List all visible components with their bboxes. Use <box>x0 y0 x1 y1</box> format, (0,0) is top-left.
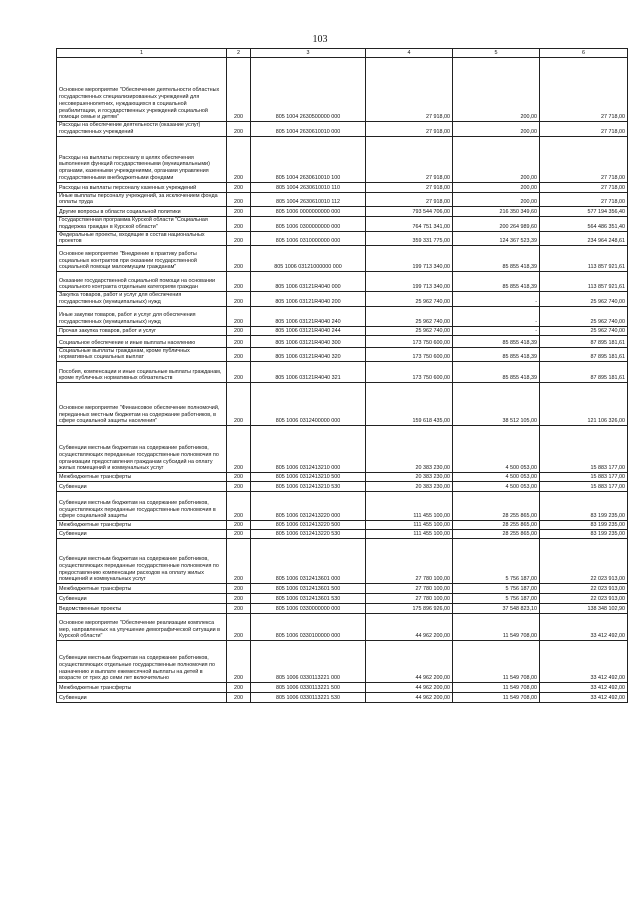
row-classification-cell: 805 1006 0312413601 530 <box>251 594 366 604</box>
row-approved-amount-cell: 199 713 340,00 <box>366 246 453 272</box>
row-unexecuted-amount-cell: 33 412 492,00 <box>540 683 628 693</box>
row-classification-cell: 805 1004 2630610010 000 <box>251 122 366 137</box>
row-executed-amount-cell: 37 548 823,10 <box>453 604 540 614</box>
row-approved-amount-cell: 27 918,00 <box>366 192 453 207</box>
table-row <box>57 122 628 137</box>
row-classification-cell: 805 1006 0312413220 500 <box>251 521 366 530</box>
row-approved-amount-cell: 764 751 341,00 <box>366 217 453 232</box>
row-executed-amount-cell: 200,00 <box>453 58 540 122</box>
row-approved-amount-cell: 111 455 100,00 <box>366 530 453 539</box>
row-classification-cell: 805 1004 2630610010 112 <box>251 192 366 207</box>
row-unexecuted-amount-cell: 113 857 921,61 <box>540 272 628 292</box>
row-code-cell: 200 <box>227 217 251 232</box>
page-number: 103 <box>312 34 328 45</box>
column-header-3: 3 <box>251 49 366 58</box>
table-row <box>57 521 628 530</box>
row-classification-cell: 805 1006 0312413601 000 <box>251 539 366 584</box>
table-row <box>57 693 628 703</box>
row-unexecuted-amount-cell: 27 718,00 <box>540 58 628 122</box>
table-row <box>57 347 628 362</box>
table-row <box>57 584 628 594</box>
row-classification-cell: 805 1006 03121R4040 240 <box>251 306 366 326</box>
row-classification-cell: 805 1006 0000000000 000 <box>251 207 366 217</box>
row-unexecuted-amount-cell: 27 718,00 <box>540 122 628 137</box>
row-approved-amount-cell: 44 962 200,00 <box>366 693 453 703</box>
row-executed-amount-cell: 28 255 865,00 <box>453 521 540 530</box>
row-name-cell: Субвенции <box>57 482 227 492</box>
row-name-cell: Федеральные проекты, входящие в состав национальных проектов <box>57 231 227 246</box>
table-row <box>57 530 628 539</box>
row-name-cell: Основное мероприятие "Внедрение в практику работы социальных контрактов при оказании государственной социальной помощи малоимущим гражданам" <box>57 246 227 272</box>
row-approved-amount-cell: 27 780 100,00 <box>366 539 453 584</box>
row-unexecuted-amount-cell: 138 348 102,90 <box>540 604 628 614</box>
row-executed-amount-cell: 11 549 708,00 <box>453 641 540 683</box>
table-row <box>57 246 628 272</box>
row-classification-cell: 805 1006 0310000000 000 <box>251 231 366 246</box>
row-name-cell: Иные выплаты персоналу учреждений, за исключением фонда оплаты труда <box>57 192 227 207</box>
table-row <box>57 539 628 584</box>
row-unexecuted-amount-cell: 87 895 181,61 <box>540 347 628 362</box>
row-approved-amount-cell: 111 455 100,00 <box>366 521 453 530</box>
row-executed-amount-cell: 124 367 523,39 <box>453 231 540 246</box>
row-unexecuted-amount-cell: 113 857 921,61 <box>540 246 628 272</box>
row-approved-amount-cell: 173 750 600,00 <box>366 335 453 347</box>
row-classification-cell: 805 1006 0312400000 000 <box>251 383 366 426</box>
row-classification-cell: 805 1006 03121R4040 320 <box>251 347 366 362</box>
row-executed-amount-cell: 200 264 989,60 <box>453 217 540 232</box>
column-header-5: 5 <box>453 49 540 58</box>
row-executed-amount-cell: 11 549 708,00 <box>453 693 540 703</box>
row-code-cell: 200 <box>227 426 251 473</box>
column-header-4: 4 <box>366 49 453 58</box>
column-header-1: 1 <box>57 49 227 58</box>
row-name-cell: Субвенции местным бюджетам на содержание работников, осуществляющих переданные государственные полномочия по организации предоставления гражданам субсидий на оплату жилых помещений и коммунальных услуг <box>57 426 227 473</box>
row-unexecuted-amount-cell: 121 106 326,00 <box>540 383 628 426</box>
row-executed-amount-cell: 5 756 187,00 <box>453 584 540 594</box>
row-code-cell: 200 <box>227 594 251 604</box>
row-approved-amount-cell: 25 962 740,00 <box>366 306 453 326</box>
table-row <box>57 604 628 614</box>
table-row <box>57 641 628 683</box>
row-name-cell: Межбюджетные трансферты <box>57 473 227 482</box>
row-executed-amount-cell: 85 855 418,39 <box>453 362 540 383</box>
row-code-cell: 200 <box>227 326 251 335</box>
table-row <box>57 473 628 482</box>
row-code-cell: 200 <box>227 122 251 137</box>
row-code-cell: 200 <box>227 272 251 292</box>
row-classification-cell: 805 1006 0312413210 500 <box>251 473 366 482</box>
row-name-cell: Расходы на обеспечение деятельности (оказание услуг) государственных учреждений <box>57 122 227 137</box>
row-code-cell: 200 <box>227 383 251 426</box>
row-approved-amount-cell: 173 750 600,00 <box>366 347 453 362</box>
row-code-cell: 200 <box>227 539 251 584</box>
row-unexecuted-amount-cell: 27 718,00 <box>540 136 628 182</box>
row-name-cell: Государственная программа Курской области "Социальная поддержка граждан в Курской области" <box>57 217 227 232</box>
row-executed-amount-cell: 11 549 708,00 <box>453 683 540 693</box>
row-executed-amount-cell: 200,00 <box>453 182 540 192</box>
row-unexecuted-amount-cell: 33 412 492,00 <box>540 641 628 683</box>
row-unexecuted-amount-cell: 83 199 235,00 <box>540 521 628 530</box>
row-name-cell: Межбюджетные трансферты <box>57 584 227 594</box>
row-name-cell: Основное мероприятие "Финансовое обеспечение полномочий, переданных местным бюджетам на содержание работников, в сфере социальной защиты населения" <box>57 383 227 426</box>
row-approved-amount-cell: 27 918,00 <box>366 182 453 192</box>
row-approved-amount-cell: 175 896 926,00 <box>366 604 453 614</box>
row-approved-amount-cell: 25 962 740,00 <box>366 292 453 307</box>
row-unexecuted-amount-cell: 27 718,00 <box>540 182 628 192</box>
row-unexecuted-amount-cell: 83 199 235,00 <box>540 492 628 521</box>
row-executed-amount-cell: 5 756 187,00 <box>453 594 540 604</box>
row-approved-amount-cell: 20 383 230,00 <box>366 426 453 473</box>
row-code-cell: 200 <box>227 347 251 362</box>
row-code-cell: 200 <box>227 192 251 207</box>
row-name-cell: Межбюджетные трансферты <box>57 521 227 530</box>
row-executed-amount-cell: 4 500 053,00 <box>453 426 540 473</box>
row-code-cell: 200 <box>227 584 251 594</box>
row-name-cell: Субвенции местным бюджетам на содержание работников, осуществляющих переданные государственные полномочия по предоставлению компенсации расходов на оплату жилых помещений и коммунальных услуг <box>57 539 227 584</box>
row-classification-cell: 805 1004 2630610010 110 <box>251 182 366 192</box>
row-executed-amount-cell: 200,00 <box>453 122 540 137</box>
row-classification-cell: 805 1006 03121R4040 000 <box>251 272 366 292</box>
row-code-cell: 200 <box>227 530 251 539</box>
row-approved-amount-cell: 27 780 100,00 <box>366 584 453 594</box>
row-approved-amount-cell: 20 383 230,00 <box>366 473 453 482</box>
row-approved-amount-cell: 27 918,00 <box>366 122 453 137</box>
row-unexecuted-amount-cell: 25 962 740,00 <box>540 292 628 307</box>
row-executed-amount-cell: 28 255 865,00 <box>453 530 540 539</box>
row-unexecuted-amount-cell: 25 962 740,00 <box>540 326 628 335</box>
row-unexecuted-amount-cell: 15 883 177,00 <box>540 482 628 492</box>
row-name-cell: Иные закупки товаров, работ и услуг для обеспечения государственных (муниципальных) нужд <box>57 306 227 326</box>
row-code-cell: 200 <box>227 614 251 641</box>
row-executed-amount-cell: 5 756 187,00 <box>453 539 540 584</box>
table-row <box>57 326 628 335</box>
row-code-cell: 200 <box>227 182 251 192</box>
row-classification-cell: 805 1004 2630500000 000 <box>251 58 366 122</box>
row-name-cell: Субвенции <box>57 594 227 604</box>
row-approved-amount-cell: 173 750 600,00 <box>366 362 453 383</box>
column-header-6: 6 <box>540 49 628 58</box>
row-approved-amount-cell: 793 544 706,00 <box>366 207 453 217</box>
row-code-cell: 200 <box>227 362 251 383</box>
row-code-cell: 200 <box>227 683 251 693</box>
row-classification-cell: 805 1004 2630610010 100 <box>251 136 366 182</box>
row-unexecuted-amount-cell: 33 412 492,00 <box>540 693 628 703</box>
table-row <box>57 306 628 326</box>
table-row <box>57 426 628 473</box>
row-executed-amount-cell: 200,00 <box>453 136 540 182</box>
row-approved-amount-cell: 27 918,00 <box>366 58 453 122</box>
row-executed-amount-cell: 85 855 418,39 <box>453 335 540 347</box>
row-name-cell: Межбюджетные трансферты <box>57 683 227 693</box>
table-row <box>57 362 628 383</box>
row-name-cell: Оказание государственной социальной помощи на основании социального контракта отдельным категориям граждан <box>57 272 227 292</box>
row-name-cell: Основное мероприятие "Обеспечение реализации комплекса мер, направленных на улучшение демографической ситуации в Курской области" <box>57 614 227 641</box>
row-executed-amount-cell: 216 350 349,60 <box>453 207 540 217</box>
row-code-cell: 200 <box>227 482 251 492</box>
row-unexecuted-amount-cell: 22 023 913,00 <box>540 539 628 584</box>
row-executed-amount-cell: 85 855 418,39 <box>453 272 540 292</box>
table-row <box>57 192 628 207</box>
row-classification-cell: 805 1006 0300000000 000 <box>251 217 366 232</box>
row-name-cell: Ведомственные проекты <box>57 604 227 614</box>
row-executed-amount-cell: - <box>453 292 540 307</box>
row-name-cell: Прочая закупка товаров, работ и услуг <box>57 326 227 335</box>
row-name-cell: Социальные выплаты гражданам, кроме публичных нормативных социальных выплат <box>57 347 227 362</box>
table-body <box>57 58 628 703</box>
row-executed-amount-cell: 11 549 708,00 <box>453 614 540 641</box>
row-name-cell: Пособия, компенсации и иные социальные выплаты гражданам, кроме публичных нормативных обязательств <box>57 362 227 383</box>
row-unexecuted-amount-cell: 22 023 913,00 <box>540 594 628 604</box>
row-code-cell: 200 <box>227 521 251 530</box>
row-classification-cell: 805 1006 03121R4040 200 <box>251 292 366 307</box>
table-row <box>57 292 628 307</box>
row-executed-amount-cell: 85 855 418,39 <box>453 347 540 362</box>
row-executed-amount-cell: 28 255 865,00 <box>453 492 540 521</box>
table-row <box>57 231 628 246</box>
table-row <box>57 335 628 347</box>
row-code-cell: 200 <box>227 231 251 246</box>
row-executed-amount-cell: - <box>453 306 540 326</box>
table-row <box>57 217 628 232</box>
row-unexecuted-amount-cell: 22 023 913,00 <box>540 584 628 594</box>
row-unexecuted-amount-cell: 27 718,00 <box>540 192 628 207</box>
header-row <box>57 49 628 58</box>
table-row <box>57 594 628 604</box>
row-executed-amount-cell: 85 855 418,39 <box>453 246 540 272</box>
row-approved-amount-cell: 159 618 435,00 <box>366 383 453 426</box>
table-row <box>57 272 628 292</box>
row-classification-cell: 805 1006 03121R4040 321 <box>251 362 366 383</box>
row-unexecuted-amount-cell: 564 486 351,40 <box>540 217 628 232</box>
row-unexecuted-amount-cell: 87 895 181,61 <box>540 335 628 347</box>
row-code-cell: 200 <box>227 207 251 217</box>
row-unexecuted-amount-cell: 15 883 177,00 <box>540 473 628 482</box>
row-classification-cell: 805 1006 0312413220 000 <box>251 492 366 521</box>
row-classification-cell: 805 1006 03121R4040 300 <box>251 335 366 347</box>
row-executed-amount-cell: 38 512 105,00 <box>453 383 540 426</box>
row-name-cell: Закупка товаров, работ и услуг для обеспечения государственных (муниципальных) нужд <box>57 292 227 307</box>
row-code-cell: 200 <box>227 641 251 683</box>
row-code-cell: 200 <box>227 136 251 182</box>
row-code-cell: 200 <box>227 604 251 614</box>
row-classification-cell: 805 1006 0312413210 000 <box>251 426 366 473</box>
row-approved-amount-cell: 25 962 740,00 <box>366 326 453 335</box>
row-executed-amount-cell: 4 500 053,00 <box>453 482 540 492</box>
row-name-cell: Субвенции <box>57 530 227 539</box>
table-row <box>57 492 628 521</box>
table-row <box>57 383 628 426</box>
row-approved-amount-cell: 111 455 100,00 <box>366 492 453 521</box>
row-approved-amount-cell: 44 962 200,00 <box>366 614 453 641</box>
budget-table <box>56 48 628 703</box>
row-classification-cell: 805 1006 0330113221 530 <box>251 693 366 703</box>
row-approved-amount-cell: 199 713 340,00 <box>366 272 453 292</box>
row-unexecuted-amount-cell: 83 199 235,00 <box>540 530 628 539</box>
row-classification-cell: 805 1006 03121R4040 244 <box>251 326 366 335</box>
row-classification-cell: 805 1006 03121000000 000 <box>251 246 366 272</box>
row-code-cell: 200 <box>227 246 251 272</box>
table-row <box>57 614 628 641</box>
table-row <box>57 482 628 492</box>
row-unexecuted-amount-cell: 234 964 248,61 <box>540 231 628 246</box>
row-executed-amount-cell: 4 500 053,00 <box>453 473 540 482</box>
row-code-cell: 200 <box>227 693 251 703</box>
row-executed-amount-cell: - <box>453 326 540 335</box>
table-row <box>57 683 628 693</box>
row-unexecuted-amount-cell: 15 883 177,00 <box>540 426 628 473</box>
row-unexecuted-amount-cell: 25 962 740,00 <box>540 306 628 326</box>
row-classification-cell: 805 1006 0330113221 000 <box>251 641 366 683</box>
row-approved-amount-cell: 359 331 775,00 <box>366 231 453 246</box>
table-row <box>57 182 628 192</box>
row-code-cell: 200 <box>227 306 251 326</box>
row-classification-cell: 805 1006 0330000000 000 <box>251 604 366 614</box>
row-code-cell: 200 <box>227 492 251 521</box>
row-name-cell: Субвенции местным бюджетам на содержание работников, осуществляющих отдельные государственные полномочия по назначению и выплате ежемесячной выплаты на детей в возрасте от трех до семи лет включительно <box>57 641 227 683</box>
row-unexecuted-amount-cell: 577 194 356,40 <box>540 207 628 217</box>
row-approved-amount-cell: 44 962 200,00 <box>366 683 453 693</box>
row-executed-amount-cell: 200,00 <box>453 192 540 207</box>
row-name-cell: Расходы на выплаты персоналу в целях обеспечения выполнения функций государственными (муниципальными) органами, казенными учреждениями, органами управления государственными внебюджетными фондами <box>57 136 227 182</box>
row-name-cell: Субвенции местным бюджетам на содержание работников, осуществляющих переданные государственные полномочия в сфере социальной защиты <box>57 492 227 521</box>
row-name-cell: Расходы на выплаты персоналу казенных учреждений <box>57 182 227 192</box>
table-row <box>57 207 628 217</box>
row-name-cell: Основное мероприятие "Обеспечение деятельности областных государственных специализированных учреждений для несовершеннолетних, нуждающихся в социальной реабилитации, и государственных учреждений социальной помощи семье и детям" <box>57 58 227 122</box>
table-row <box>57 136 628 182</box>
row-approved-amount-cell: 20 383 230,00 <box>366 482 453 492</box>
table-row <box>57 58 628 122</box>
row-approved-amount-cell: 27 918,00 <box>366 136 453 182</box>
row-name-cell: Другие вопросы в области социальной политики <box>57 207 227 217</box>
row-approved-amount-cell: 27 780 100,00 <box>366 594 453 604</box>
row-classification-cell: 805 1006 0330100000 000 <box>251 614 366 641</box>
row-unexecuted-amount-cell: 33 412 492,00 <box>540 614 628 641</box>
row-approved-amount-cell: 44 962 200,00 <box>366 641 453 683</box>
row-code-cell: 200 <box>227 473 251 482</box>
row-name-cell: Субвенции <box>57 693 227 703</box>
row-name-cell: Социальное обеспечение и иные выплаты населению <box>57 335 227 347</box>
row-classification-cell: 805 1006 0312413220 530 <box>251 530 366 539</box>
row-code-cell: 200 <box>227 335 251 347</box>
row-classification-cell: 805 1006 0312413601 500 <box>251 584 366 594</box>
row-unexecuted-amount-cell: 87 895 181,61 <box>540 362 628 383</box>
row-code-cell: 200 <box>227 292 251 307</box>
row-code-cell: 200 <box>227 58 251 122</box>
row-classification-cell: 805 1006 0312413210 530 <box>251 482 366 492</box>
row-classification-cell: 805 1006 0330113221 500 <box>251 683 366 693</box>
column-header-2: 2 <box>227 49 251 58</box>
